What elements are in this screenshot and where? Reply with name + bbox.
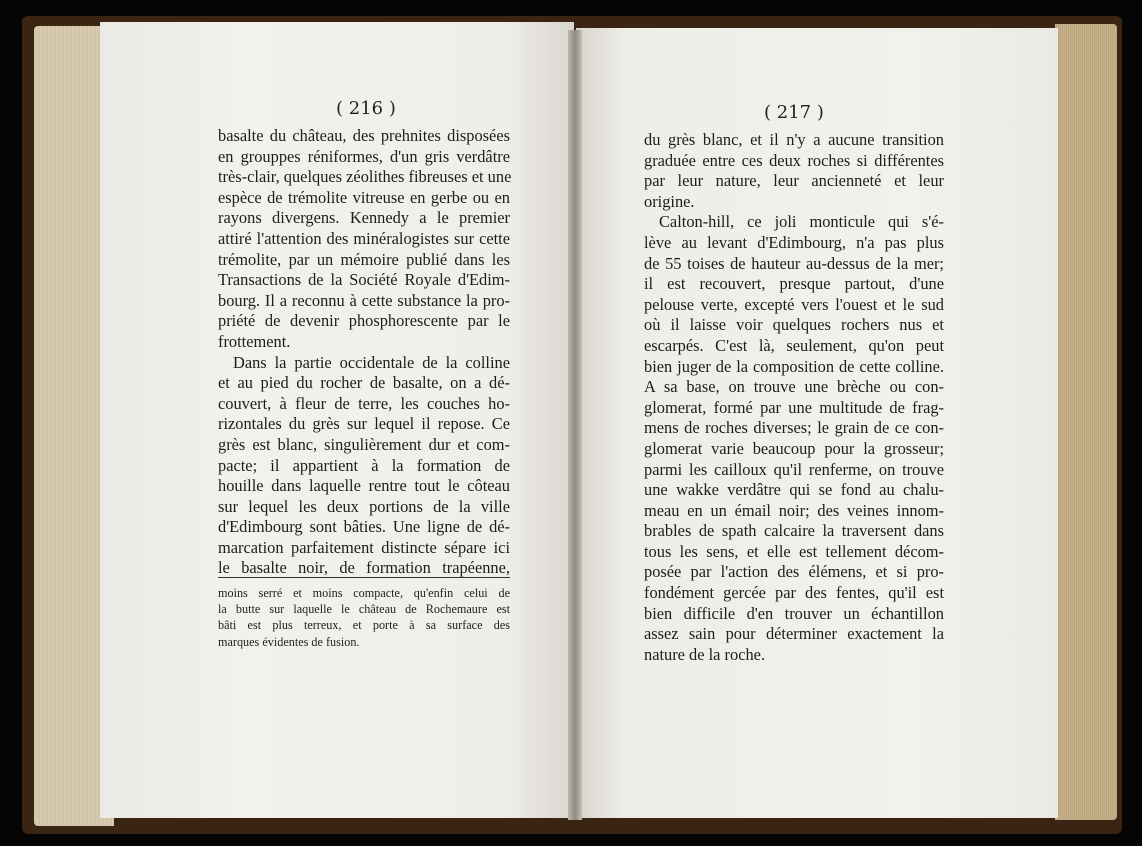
text-line: où il laisse voir quelques rochers nus et (644, 315, 944, 335)
text-line: pacte; il appartient à la formation de (218, 455, 510, 475)
text-line: de 55 toises de hauteur au-dessus de la mer; (644, 253, 944, 273)
text-line: couvert, à fleur de terre, les couches ho- (218, 393, 510, 413)
text-line: priété de devenir phosphorescente par le (218, 311, 510, 331)
text-line: assez sain pour déterminer exactement la (644, 624, 944, 644)
text-line: le basalte noir, de formation trapéenne, (218, 558, 510, 578)
text-line: glomerat, formé par une multitude de frag- (644, 397, 944, 417)
text-line: brables de spath calcaire la traversent dans (644, 521, 944, 541)
left-page-number: ( 216 ) (336, 98, 396, 119)
text-line: mens de roches diverses; le grain de ce con- (644, 418, 944, 438)
text-line: pelouse verte, excepté vers l'ouest et le sud (644, 294, 944, 314)
text-line: A sa base, on trouve une brèche ou con- (644, 377, 944, 397)
text-line: frottement. (218, 331, 291, 351)
text-line: houille dans laquelle rentre tout le côteau (218, 476, 510, 496)
footnote-line: moins serré et moins compacte, qu'enfin celui de (218, 586, 510, 600)
text-line: tous les sens, et elle est tellement décom- (644, 541, 944, 561)
text-line: grès est blanc, singulièrement dur et com- (218, 434, 510, 454)
text-line: sur lequel les deux portions de la ville (218, 496, 510, 516)
text-line: une wakke verdâtre qui se fond au chalu- (644, 480, 944, 500)
right-page-number: ( 217 ) (764, 102, 824, 123)
text-line: escarpés. C'est là, seulement, qu'on peut (644, 335, 944, 355)
text-line: lève au levant d'Edimbourg, n'a pas plus (644, 232, 944, 252)
text-line: trémolite, par un mémoire publié dans les (218, 249, 510, 269)
book-gutter (568, 30, 582, 820)
footnote-rule (218, 577, 510, 578)
text-line: bourg. Il a reconnu à cette substance la pro- (218, 290, 510, 310)
left-page-footnote (218, 585, 510, 650)
text-line: Dans la partie occidentale de la colline (233, 352, 510, 372)
text-line: d'Edimbourg sont bâties. Une ligne de dé- (218, 517, 510, 537)
text-line: du grès blanc, et il n'y a aucune transition (644, 130, 944, 149)
text-line: il est recouvert, presque partout, d'une (644, 274, 944, 294)
footnote-line: marques évidentes de fusion. (218, 634, 360, 649)
text-line: bien juger de la composition de cette colline. (644, 356, 944, 376)
text-line: espèce de trémolite vitreuse en gerbe ou en (218, 187, 510, 207)
footnote-line: bâti est plus terreux, et porte à sa surface des (218, 618, 510, 633)
left-page-body (218, 126, 510, 579)
text-line: rizontales du grès sur lequel il repose. Ce (218, 414, 510, 434)
text-line: posée par l'action des élémens, et si pro- (644, 562, 944, 582)
footnote-line: la butte sur laquelle le château de Rochemaure est (218, 602, 510, 617)
text-line: parmi les cailloux qu'il renferme, on trouve (644, 459, 944, 479)
text-line: très-clair, quelques zéolithes fibreuses et une (218, 167, 512, 187)
text-line: Transactions de la Société Royale d'Edim- (218, 270, 510, 290)
text-line: par leur nature, leur ancienneté et leur (644, 171, 944, 191)
text-line: nature de la roche. (644, 644, 766, 664)
text-line: attiré l'attention des minéralogistes sur cette (218, 228, 510, 248)
text-line: Calton-hill, ce joli monticule qui s'é- (659, 212, 944, 232)
text-line: glomerat varie beaucoup pour la grosseur; (644, 438, 944, 458)
text-line: fondément gercée par des fentes, qu'il est (644, 583, 944, 603)
right-page-body (644, 130, 944, 665)
text-line: rayons divergens. Kennedy a le premier (218, 208, 510, 228)
right-page-edges (1055, 24, 1117, 820)
text-line: origine. (644, 191, 695, 211)
text-line: en grouppes réniformes, d'un gris verdâtre (218, 146, 510, 166)
text-line: marcation parfaitement distincte sépare ici (218, 537, 510, 557)
text-line: graduée entre ces deux roches si différentes (644, 150, 944, 170)
text-line: meau en un émail noir; des veines innom- (644, 500, 944, 520)
text-line: bien difficile d'en trouver un échantillon (644, 603, 944, 623)
text-line: et au pied du rocher de basalte, on a dé- (218, 373, 510, 393)
text-line: basalte du château, des prehnites disposées (218, 126, 510, 145)
